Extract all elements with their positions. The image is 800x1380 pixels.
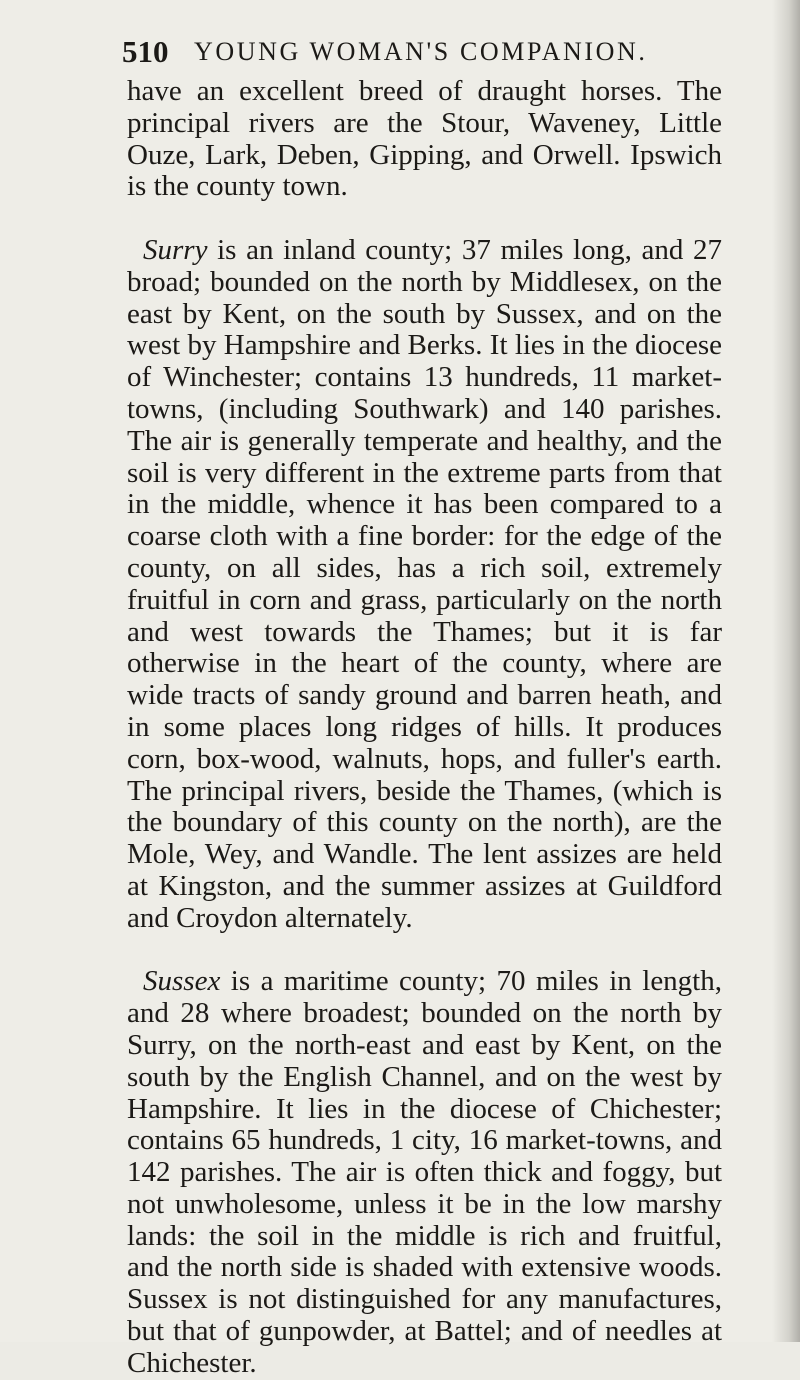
paragraph-suffolk-continued — [127, 76, 722, 203]
page-edge-shadow — [772, 0, 800, 1342]
county-name-surry: Surry — [143, 233, 208, 266]
paragraph-sussex — [127, 966, 722, 1379]
page-number: 510 — [122, 34, 169, 69]
paragraph-text: is a maritime county; 70 miles in length, and 28 where broadest; bounded on the north by Surry, on the north-east and east by Kent, on the south by the English Channel, and on the west by Hampshire. It lies in the diocese of Chichester; contains 65 hundreds, 1 city, 16 market-towns, and 142 parishes. The air is often thick and foggy, but not unwholesome, unless it be in the low marshy lands: the soil in the middle is rich and fruitful, and the north side is shaded with extensive woods. Sussex is not distinguished for any manufactures, but that of gunpowder, at Battel; and of needles at Chichester. — [127, 965, 722, 1379]
county-name-sussex: Sussex — [143, 965, 221, 998]
paragraph-surry — [127, 235, 722, 935]
running-head: YOUNG WOMAN'S COMPANION. — [194, 37, 648, 66]
paragraph-text: is an inland county; 37 miles long, and 27 broad; bounded on the north by Middlesex, on the east by Kent, on the south by Sussex, and on the west by Hampshire and Berks. It lies in the diocese of Winchester; contains 13 hundreds, 11 market-towns, (including Southwark) and 140 parishes. The air is generally temperate and healthy, and the soil is very different in the extreme parts from that in the middle, whence it has been compared to a coarse cloth with a fine border: for the edge of the county, on all sides, has a rich soil, extremely fruitful in corn and grass, particularly on the north and west towards the Thames; but it is far otherwise in the heart of the county, where are wide tracts of sandy ground and barren heath, and in some places long ridges of hills. It produces corn, box-wood, walnuts, hops, and fuller's earth. The principal rivers, beside the Thames, (which is the boundary of this county on the north), are the Mole, Wey, and Wandle. The lent assizes are held at Kingston, and the summer assizes at Guildford and Croydon alternately. — [127, 233, 722, 934]
body-text — [127, 76, 722, 1380]
paragraph-text: have an excellent breed of draught horses. The principal rivers are the Stour, Waveney, Little Ouze, Lark, Deben, Gipping, and Orwell. Ipswich is the county town. — [127, 75, 722, 203]
page-header — [122, 30, 722, 74]
